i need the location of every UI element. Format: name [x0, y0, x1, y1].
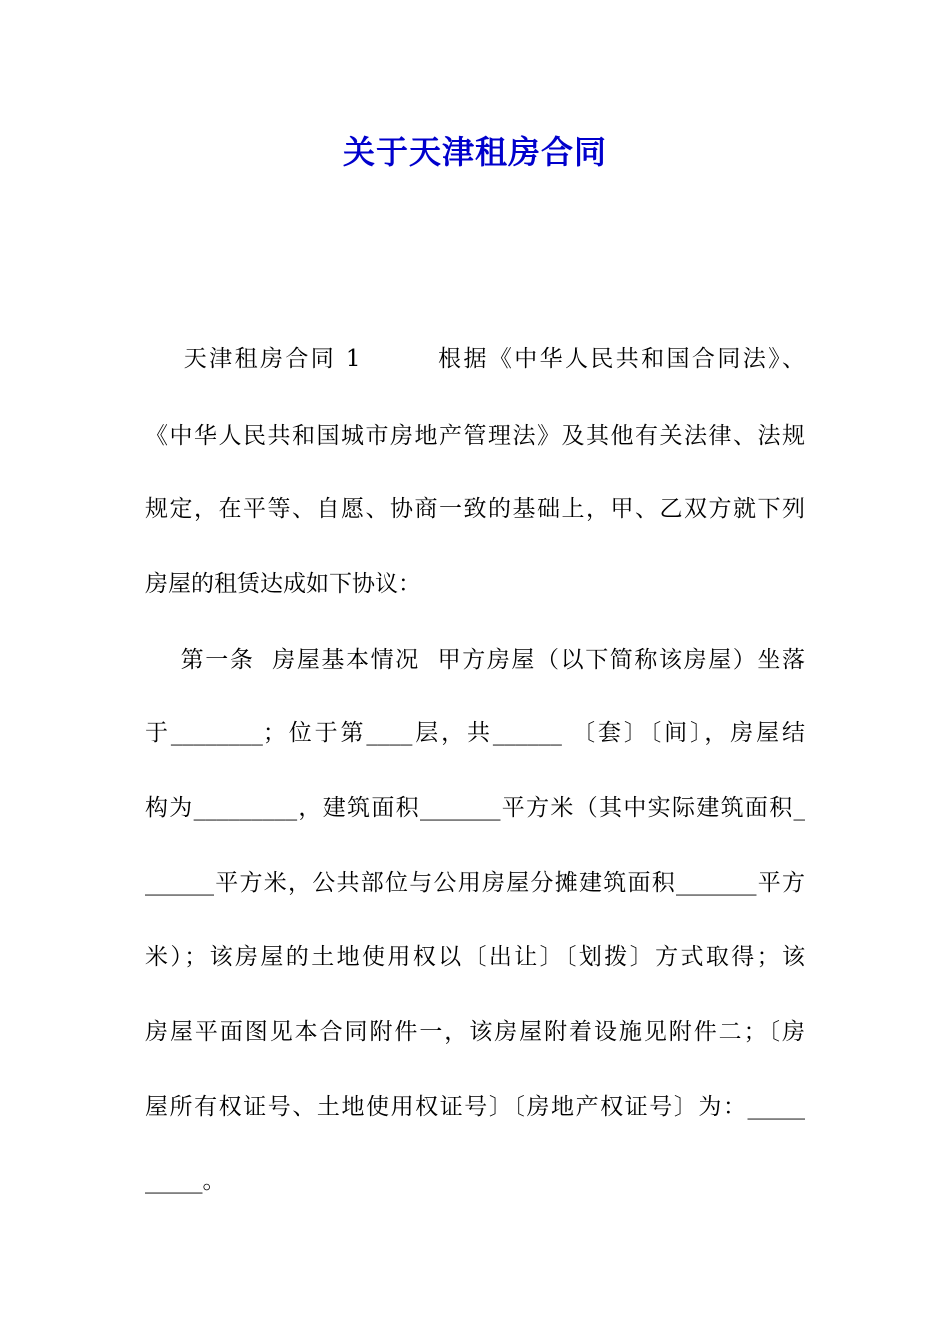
body-line-5: 第一条 房屋基本情况 甲方房屋（以下简称该房屋）坐落	[145, 647, 805, 673]
document-title: 关于天津租房合同	[342, 133, 607, 171]
body-line-7: 构为_________，建筑面积_______平方米（其中实际建筑面积_	[145, 795, 805, 821]
body-line-9: 米）；该房屋的土地使用权以〔出让〕〔划拨〕方式取得；该	[145, 944, 805, 970]
body-line-4: 房屋的租赁达成如下协议：	[145, 571, 421, 597]
body-line-8: ______平方米，公共部位与公用房屋分摊建筑面积_______平方	[145, 870, 805, 896]
body-line-10: 房屋平面图见本合同附件一，该房屋附着设施见附件二；〔房	[145, 1019, 805, 1045]
body-line-1: 天津租房合同 1 根据《中华人民共和国合同法》、	[145, 346, 805, 372]
body-line-2: 《中华人民共和国城市房地产管理法》及其他有关法律、法规	[145, 423, 805, 449]
body-line-3: 规定，在平等、自愿、协商一致的基础上，甲、乙双方就下列	[145, 496, 805, 522]
body-line-6: 于________；位于第____层，共______ 〔套〕〔间〕，房屋结	[145, 720, 805, 746]
body-line-12: _____。	[145, 1168, 226, 1194]
body-line-11: 屋所有权证号、土地使用权证号〕〔房地产权证号〕为：_____	[145, 1094, 805, 1120]
